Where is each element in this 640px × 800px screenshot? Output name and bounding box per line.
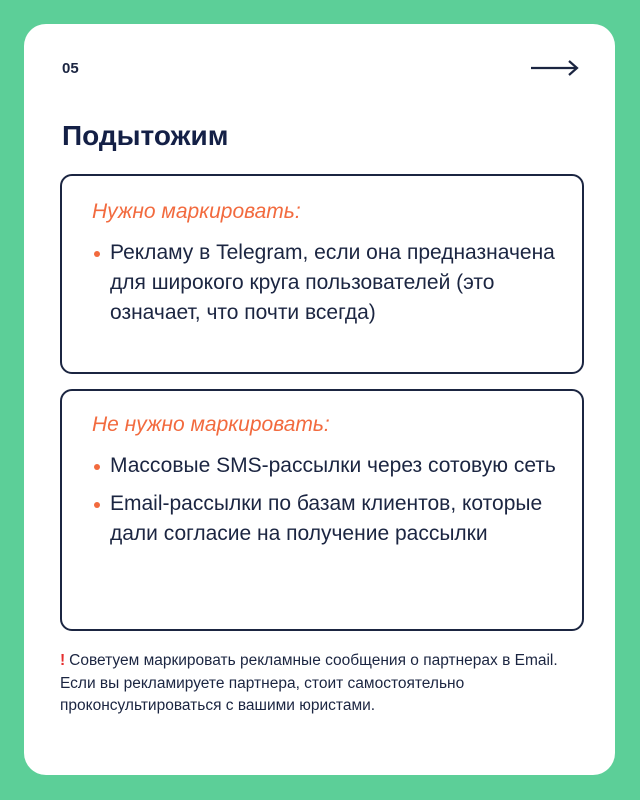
bullet-icon [94,502,100,508]
page-title: Подытожим [62,120,229,151]
list-item-text: Массовые SMS-рассылки через сотовую сеть [110,454,556,477]
advice-note [60,650,585,718]
note-text: Советуем маркировать рекламные сообщения о партнерах в Email. Если вы рекламируете партнера, стоит самостоятельно проконсультироваться с вашими юристами. [60,652,558,714]
arrow-right-icon[interactable] [529,58,581,78]
bullet-icon [94,464,100,470]
list-item-text: Email-рассылки по базам клиентов, которые дали согласие на получение рассылки [110,492,543,545]
list-item-text: Рекламу в Telegram, если она предназначена для широкого круга пользователей (это означает, что почти всегда) [110,241,555,324]
page-number: 05 [62,60,79,77]
no-label-box [60,389,584,631]
bullet-icon [94,251,100,257]
item-list [92,238,562,336]
box-heading: Нужно маркировать: [92,200,301,223]
list-item [92,238,562,328]
must-label-box [60,174,584,374]
exclamation-icon: ! [60,652,66,669]
item-list [92,451,562,557]
slide-card [24,24,615,775]
box-heading: Не нужно маркировать: [92,413,330,436]
list-item [92,451,562,481]
list-item [92,489,562,549]
